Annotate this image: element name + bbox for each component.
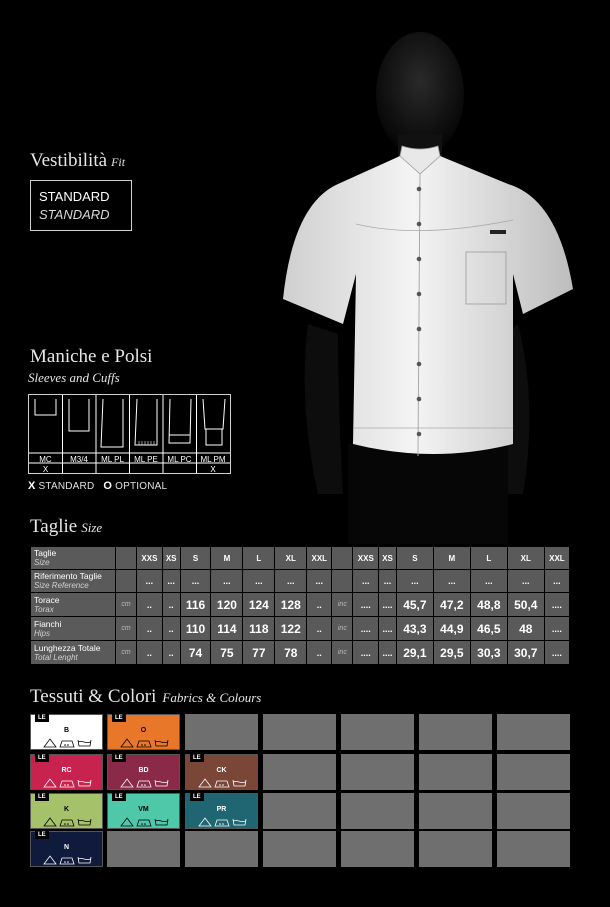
sleeve-mark-ml-pm: X [210,465,216,474]
size-header-row [31,547,570,570]
sleeve-label-ml-pm: ML PM [200,455,226,464]
fabric-empty-cell [185,831,258,867]
size-value-inc: ... [470,570,507,593]
row-label [31,593,116,617]
sleeve-label-ml-pe: ML PE [134,455,158,464]
fabric-tag: LE [112,754,126,762]
size-value-inc: .... [544,617,569,641]
size-row [31,641,570,665]
fabric-empty-cell [497,831,570,867]
row-label-it: Fianchi [34,618,62,629]
fabric-empty-cell [263,793,336,829]
size-value-inc: .... [379,617,397,641]
size-value-cm: ... [162,570,180,593]
row-label-en: Size [34,558,50,567]
size-value-inc: 50,4 [507,593,544,617]
size-value-inc: ... [507,570,544,593]
size-value-cm: 120 [211,593,243,617]
size-value-cm: 77 [243,641,275,665]
shirt-photo [268,24,588,544]
size-value-inc: 48,8 [470,593,507,617]
fabric-empty-cell [341,793,414,829]
size-value-inc: .... [379,593,397,617]
fabric-tag: LE [35,793,49,801]
sizes-heading [30,516,102,538]
size-header-inc: M [433,547,470,570]
sleeve-mark-mc: X [42,465,49,474]
size-header-cm: XXL [307,547,332,570]
sleeve-label-m34: M3/4 [70,455,88,464]
size-header-inc: XS [379,547,397,570]
fabric-empty-cell [419,831,492,867]
size-header-inc: XXL [544,547,569,570]
fabric-tag: LE [112,793,126,801]
size-header-cm: XL [275,547,307,570]
fabric-swatch-o[interactable] [107,714,180,750]
size-value-cm: .. [162,617,180,641]
row-label-it: Riferimento Taglie [34,571,102,581]
fabrics-subtitle: Fabrics & Colours [162,690,262,705]
size-value-inc: .... [353,593,379,617]
fabric-swatch-n[interactable] [30,831,103,867]
size-value-cm: 74 [180,641,211,665]
fabric-tag: LE [35,831,49,839]
fabric-tag: LE [35,754,49,762]
fabric-code: N [63,844,70,851]
size-value-cm: 124 [243,593,275,617]
size-value-cm: 128 [275,593,307,617]
fabric-empty-cell [341,754,414,790]
fabric-tag: LE [112,714,126,722]
fabric-empty-cell [497,754,570,790]
size-value-inc: .... [353,641,379,665]
fabrics-title: Tessuti & Colori [30,686,157,707]
sleeves-legend [28,480,167,492]
fit-subtitle: Fit [111,155,126,169]
fabric-code: BD [138,767,149,774]
fabric-empty-cell [263,714,336,750]
size-value-cm: 118 [243,617,275,641]
fabric-code: B [63,727,70,734]
size-value-inc: .... [353,617,379,641]
unit-inc: inc [332,593,353,617]
fabric-empty-cell [419,714,492,750]
unit-cm: cm [116,641,137,665]
size-header-cm: M [211,547,243,570]
legend-o-label: OPTIONAL [115,481,168,492]
size-header-inc: S [396,547,433,570]
fabric-empty-cell [107,831,180,867]
row-label [31,641,116,665]
fabric-code: PR [216,806,227,813]
size-value-inc: 29,1 [396,641,433,665]
fit-value-en: STANDARD [39,207,110,222]
legend-x-symbol: X [28,480,36,492]
size-value-cm: 78 [275,641,307,665]
size-value-inc: 46,5 [470,617,507,641]
fabric-code: O [140,727,147,734]
sizes-title: Taglie [30,516,78,537]
size-value-cm: ... [275,570,307,593]
fabric-empty-cell [263,831,336,867]
sleeve-label-ml-pl: ML PL [101,455,124,464]
size-value-cm: .. [137,617,163,641]
fabric-empty-cell [341,831,414,867]
fabric-empty-cell [497,714,570,750]
row-label [31,617,116,641]
unit-cell [332,547,353,570]
fit-title: Vestibilità [30,150,108,171]
sleeves-subtitle: Sleeves and Cuffs [28,370,120,385]
fabric-code: CK [216,767,227,774]
size-value-inc: ... [433,570,470,593]
sleeves-diagram [28,394,231,474]
fabrics-heading [30,686,261,708]
size-value-inc: ... [379,570,397,593]
unit-inc: inc [332,641,353,665]
unit-inc [332,570,353,593]
row-label-it: Torace [34,594,60,605]
size-value-cm: .. [137,593,163,617]
size-value-inc: .... [544,593,569,617]
fit-box [30,180,132,231]
row-label-en: Hips [34,628,51,638]
fabric-swatch-pr[interactable] [185,793,258,829]
size-header-cm: XS [162,547,180,570]
fabric-tag: LE [35,714,49,722]
fabric-empty-cell [419,793,492,829]
size-header-inc: XL [507,547,544,570]
fabric-empty-cell [341,714,414,750]
size-value-cm: .. [307,617,332,641]
size-value-cm: 116 [180,593,211,617]
sizes-subtitle: Size [81,520,103,535]
row-label-it: Lunghezza Totale [34,642,101,653]
unit-inc: inc [332,617,353,641]
size-value-inc: 44,9 [433,617,470,641]
fabric-tag: LE [190,754,204,762]
size-value-cm: ... [307,570,332,593]
size-value-inc: 30,7 [507,641,544,665]
size-value-cm: 114 [211,617,243,641]
fabric-code: VM [138,806,149,813]
row-label [31,547,116,570]
fabric-tag: LE [190,793,204,801]
size-value-inc: 48 [507,617,544,641]
size-value-cm: 110 [180,617,211,641]
fit-heading [30,150,125,172]
legend-x-label: STANDARD [38,481,95,492]
sleeves-title: Maniche e Polsi [30,346,153,367]
sleeve-label-ml-pc: ML PC [167,455,192,464]
size-value-cm: 122 [275,617,307,641]
legend-o-symbol: O [103,480,113,492]
size-value-cm: .. [307,641,332,665]
size-value-inc: .... [544,641,569,665]
fabric-empty-cell [185,714,258,750]
size-value-inc: ... [544,570,569,593]
size-header-cm: L [243,547,275,570]
fabric-swatch-b[interactable] [30,714,103,750]
unit-cm [116,570,137,593]
fabric-code: RC [61,767,72,774]
row-label-en: Size Reference [34,581,89,590]
size-value-cm: .. [137,641,163,665]
size-value-cm: ... [180,570,211,593]
fabric-swatch-vm[interactable] [107,793,180,829]
size-value-inc: 43,3 [396,617,433,641]
size-header-cm: S [180,547,211,570]
row-label-it: Taglie [34,548,57,558]
size-table [30,546,570,665]
size-value-inc: .... [379,641,397,665]
size-value-inc: 30,3 [470,641,507,665]
size-value-inc: 29,5 [433,641,470,665]
unit-cm: cm [116,593,137,617]
fabric-empty-cell [419,754,492,790]
fabric-swatch-bd[interactable] [107,754,180,790]
size-value-cm: .. [162,593,180,617]
fabric-empty-cell [497,793,570,829]
fabric-empty-cell [263,754,336,790]
size-value-cm: ... [243,570,275,593]
unit-cm: cm [116,617,137,641]
size-row [31,570,570,593]
size-header-inc: L [470,547,507,570]
fabric-swatch-rc[interactable] [30,754,103,790]
row-label-en: Total Lenght [34,652,78,662]
size-value-inc: 47,2 [433,593,470,617]
size-row [31,593,570,617]
row-label [31,570,116,593]
size-header-inc: XXS [353,547,379,570]
size-value-cm: ... [137,570,163,593]
fit-value-it: STANDARD [39,189,110,204]
size-value-inc: 45,7 [396,593,433,617]
size-value-cm: .. [307,593,332,617]
size-value-cm: .. [162,641,180,665]
size-value-inc: ... [353,570,379,593]
size-value-cm: 75 [211,641,243,665]
fabric-swatch-k[interactable] [30,793,103,829]
row-label-en: Torax [34,604,54,614]
size-value-cm: ... [211,570,243,593]
sleeve-label-mc: MC [39,455,52,464]
size-header-cm: XXS [137,547,163,570]
fabric-code: K [63,806,70,813]
size-row [31,617,570,641]
fabric-swatch-ck[interactable] [185,754,258,790]
size-value-inc: ... [396,570,433,593]
unit-cell [116,547,137,570]
